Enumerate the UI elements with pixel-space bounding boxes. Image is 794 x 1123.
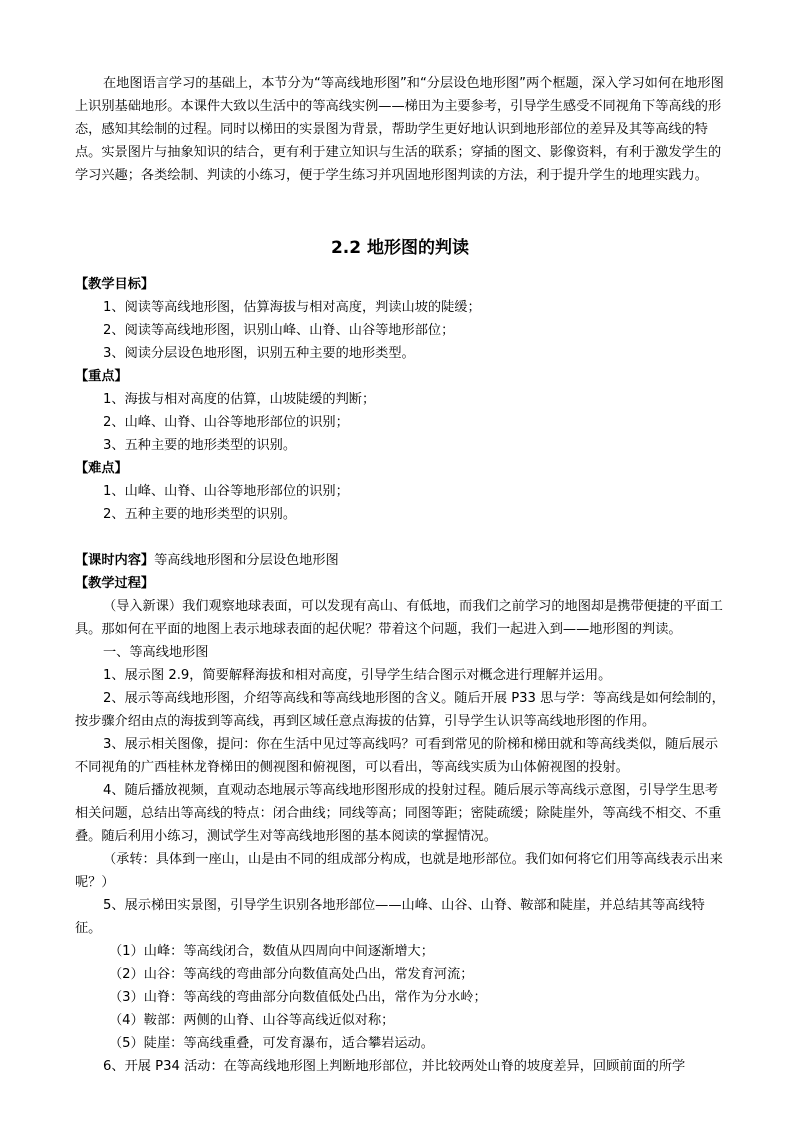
goal-item: 3、阅读分层设色地形图，识别五种主要的地形类型。: [103, 346, 415, 361]
section-heading: 一、等高线地形图: [103, 645, 209, 660]
feature-item: （2）山谷：等高线的弯曲部分向数值高处凸出，常发育河流；: [109, 967, 474, 982]
intro-paragraph: 在地图语言学习的基础上，本节分为“等高线地形图”和“分层设色地形图”两个框题，深入学习如何在地形图上识别基础地形。本课件大致以生活中的等高线实例——梯田为主要参考，引导学生感受不同视角下等高线的形态，感知其绘制的过程。同时以梯田的实景图为背景，帮助学生更好地认识到地形部位的差异及其等高线的特点。实景图片与抽象知识的结合，更有利于建立知识与生活的联系；穿插的图文、影像资料，有利于激发学生的学习兴趣；各类绘制、判读的小练习，便于学生练习并巩固地形图判读的方法，利于提升学生的地理实践力。: [75, 76, 724, 183]
goals-heading: 【教学目标】: [75, 277, 155, 292]
difficulty-item: 1、山峰、山脊、山谷等地形部位的识别；: [103, 484, 349, 499]
feature-item: （3）山脊：等高线的弯曲部分向数值低处凸出，常作为分水岭；: [109, 990, 487, 1005]
lesson-text: 等高线地形图和分层设色地形图: [154, 553, 339, 568]
feature-item: （5）陡崖：等高线重叠，可发育瀑布，适合攀岩运动。: [109, 1036, 434, 1051]
spacer: [75, 526, 725, 549]
difficulty-item: 2、五种主要的地形类型的识别。: [103, 507, 297, 522]
process-step: 1、展示图 2.9，简要解释海拔和相对高度，引导学生结合图示对概念进行理解并运用。: [103, 668, 612, 683]
process-step: 5、展示梯田实景图，引导学生识别各地形部位——山峰、山谷、山脊、鞍部和陡崖，并总结其等高线特征。: [75, 898, 705, 936]
key-point-item: 3、五种主要的地形类型的识别。: [103, 438, 297, 453]
process-step: 6、开展 P34 活动：在等高线地形图上判断地形部位，并比较两处山脊的坡度差异，回顾前面的所学: [103, 1059, 686, 1074]
transition-paragraph: （承转：具体到一座山，山是由不同的组成部分构成，也就是地形部位。我们如何将它们用等高线表示出来呢？）: [75, 852, 723, 890]
key-point-item: 2、山峰、山脊、山谷等地形部位的识别；: [103, 415, 349, 430]
key-point-item: 1、海拔与相对高度的估算，山坡陡缓的判断；: [103, 392, 376, 407]
difficulties-heading: 【难点】: [75, 461, 128, 476]
key-points-heading: 【重点】: [75, 369, 128, 384]
page-title: 2.2 地形图的判读: [330, 238, 470, 258]
process-step: 3、展示相关图像，提问：你在生活中见过等高线吗？可看到常见的阶梯和梯田就和等高线类似，随后展示不同视角的广西桂林龙脊梯田的侧视图和俯视图，可以看出，等高线实质为山体俯视图的投射。: [75, 737, 719, 775]
lesson-content-line: [75, 549, 725, 572]
process-step: 2、展示等高线地形图，介绍等高线和等高线地形图的含义。随后开展 P33 思与学：等高线是如何绘制的，按步骤介绍由点的海拔到等高线，再到区域任意点海拔的估算，引导学生认识等高线地形图的作用。: [75, 691, 725, 729]
document-content: [75, 72, 725, 1078]
process-step: 4、随后播放视频，直观动态地展示等高线地形图形成的投射过程。随后展示等高线示意图，引导学生思考相关问题，总结出等高线的特点：闭合曲线；同线等高；同图等距；密陡疏缓；除陡崖外，等高线不相交、不重叠。随后利用小练习，测试学生对等高线地形图的基本阅读的掌握情况。: [75, 783, 722, 844]
feature-item: （1）山峰：等高线闭合，数值从四周向中间逐渐增大；: [109, 944, 434, 959]
lesson-heading: 【课时内容】: [75, 553, 155, 568]
process-intro: （导入新课）我们观察地球表面，可以发现有高山、有低地，而我们之前学习的地图却是携带便捷的平面工具。那如何在平面的地图上表示地球表面的起伏呢？带着这个问题，我们一起进入到——地形图的判读。: [75, 599, 723, 637]
goal-item: 2、阅读等高线地形图，识别山峰、山脊、山谷等地形部位；: [103, 323, 455, 338]
goal-item: 1、阅读等高线地形图，估算海拔与相对高度，判读山坡的陡缓；: [103, 300, 481, 315]
process-heading: 【教学过程】: [75, 576, 155, 591]
feature-item: （4）鞍部：两侧的山脊、山谷等高线近似对称；: [109, 1013, 395, 1028]
